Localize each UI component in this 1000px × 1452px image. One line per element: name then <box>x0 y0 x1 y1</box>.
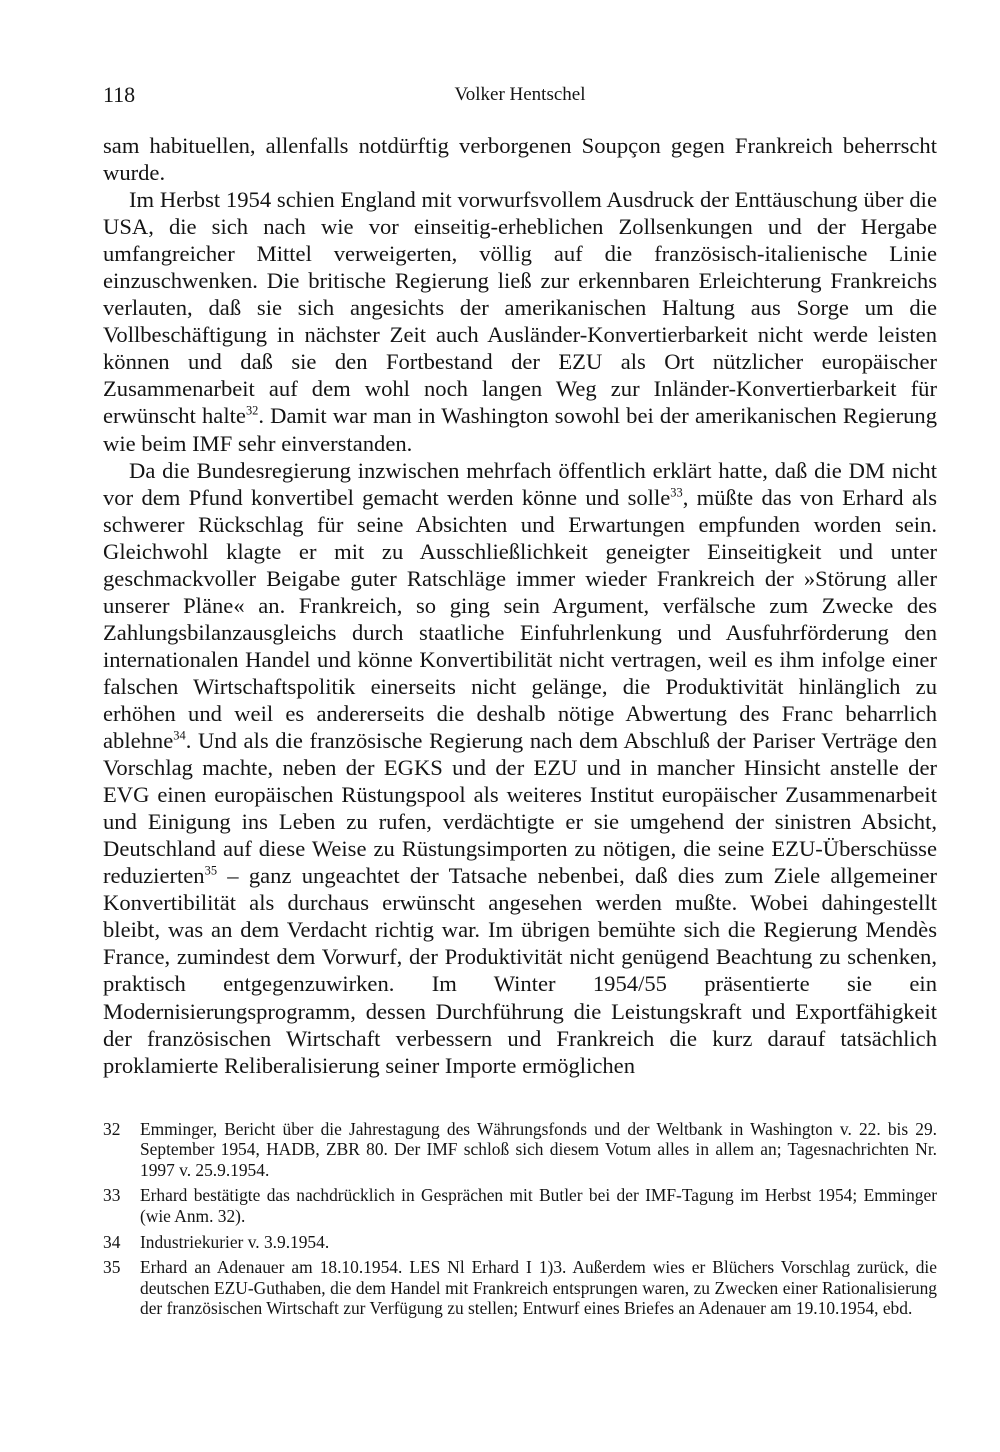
paragraph-2-text-b: . Damit war man in Washington sowohl bei der amerikanischen Regierung wie beim IMF sehr einverstanden. <box>103 403 937 456</box>
paragraph-3-text-d: – ganz ungeachtet der Tatsache nebenbei, daß dies zum Ziele allgemeiner Konvertibilität als durchaus erwünscht angesehen werden mußte. Wobei dahingestellt bleibt, was an dem Verdacht richtig war. Im übrigen bemühte sich die Regierung Mendès France, zumindest dem Vorwurf, der Produktivität nicht genügend Beachtung zu schenken, praktisch entgegenzuwirken. Im Winter 1954/55 präsentierte sie ein Modernisierungsprogramm, dessen Durchführung die Leistungskraft und Exportfähigkeit der französischen Wirtschaft verbessern und Frankreich die kurz darauf tatsächlich proklamierte Reliberalisierung seiner Importe ermöglichen <box>103 863 937 1078</box>
footnote-text: Industriekurier v. 3.9.1954. <box>140 1231 330 1252</box>
footnote-ref-32[interactable]: 32 <box>245 403 259 418</box>
paragraph-3-text-c: . Und als die französische Regierung nach dem Abschluß der Pariser Verträge den Vorschlag machte, neben der EGKS und der EZU und in mancher Hinsicht anstelle der EVG einen europäischen Rüstungspool als weiteres Institut europäischer Zusammenarbeit und Einigung ins Leben zu rufen, verdächtigte er sie umgehend der sinistren Absicht, Deutschland auf diese Weise zu Rüstungsimporten zu nötigen, die seine EZU-Überschüsse reduzierten <box>103 728 937 889</box>
page-number: 118 <box>103 82 136 107</box>
footnote-number: 33 <box>103 1185 121 1206</box>
footnote-ref-34[interactable]: 34 <box>173 728 186 743</box>
paragraph-3-text-a: Da die Bundesregierung inzwischen mehrfach öffentlich erklärt hatte, daß die DM nicht vor dem Pfund konvertibel gemacht werden könne und solle <box>103 457 937 510</box>
footnote-number: 34 <box>103 1231 121 1252</box>
footnote-ref-35[interactable]: 35 <box>204 863 218 878</box>
footnote-32 <box>103 1119 937 1181</box>
paragraph-2-text-a: Im Herbst 1954 schien England mit vorwurfsvollem Ausdruck der Enttäuschung über die USA, die sich nach wie vor einseitig-erheblichen Zollsenkungen und der Hergabe umfangreicher Mittel verweigerten, völlig auf die französisch-italienische Linie einzuschwenken. Die britische Regierung ließ zur erkennbaren Erleichterung Frankreichs verlauten, daß sie sich angesichts der amerikanischen Haltung aus Sorge um die Vollbeschäftigung in nächster Zeit auch Ausländer-Konvertierbarkeit nicht werde leisten können und daß sie den Fortbestand der EZU als Ort nützlicher europäischer Zusammenarbeit auf dem wohl noch langen Weg zur Inländer-Konvertierbarkeit für erwünscht halte <box>103 187 937 429</box>
footnote-text: Erhard an Adenauer am 18.10.1954. LES Nl Erhard I 1)3. Außerdem wies er Blüchers Vorschlag zurück, die deutschen EZU-Guthaben, die dem Handel mit Frankreich entsprungen waren, zu Zwecken einer Rationalisierung der französischen Wirtschaft zur Verfügung zu stellen; Entwurf eines Briefes an Adenauer am 19.10.1954, ebd. <box>140 1257 937 1319</box>
paragraph-1: sam habituellen, allenfalls notdürftig verborgenen Soupçon gegen Frankreich beherrscht wurde. <box>103 133 937 186</box>
footnotes <box>103 1119 937 1319</box>
footnote-ref-33[interactable]: 33 <box>670 484 683 499</box>
paragraph-3 <box>103 457 937 1079</box>
footnote-text: Erhard bestätigte das nachdrücklich in Gesprächen mit Butler bei der IMF-Tagung im Herbst 1954; Emminger (wie Anm. 32). <box>140 1185 937 1227</box>
footnote-33 <box>103 1185 937 1226</box>
footnote-number: 32 <box>103 1118 121 1139</box>
running-head: Volker Hentschel <box>454 84 586 105</box>
footnote-text: Emminger, Bericht über die Jahrestagung des Währungsfonds und der Weltbank in Washington v. 22. bis 29. September 1954, HADB, ZBR 80. Der IMF schloß sich diesem Votum alles in allem an; Tagesnachrichten Nr. 1997 v. 25.9.1954. <box>140 1118 937 1180</box>
footnote-number: 35 <box>103 1257 121 1278</box>
footnote-34 <box>103 1232 937 1253</box>
page-header <box>103 82 937 116</box>
paragraph-3-text-b: , müßte das von Erhard als schwerer Rückschlag für seine Absichten und Erwartungen empfunden worden sein. Gleichwohl klagte er mit zu Ausschließlichkeit geneigter Einseitigkeit und unter geschmackvoller Beigabe guter Ratschläge immer wieder Frankreich der »Störung aller unserer Pläne« an. Frankreich, so ging sein Argument, verfälsche zum Zwecke des Zahlungsbilanzausgleichs durch staatliche Einfuhrlenkung und Ausfuhrförderung den internationalen Handel und könne Konvertibilität nicht vertragen, weil es ihm infolge einer falschen Wirtschaftspolitik einerseits nicht gelänge, die Produktivität hinlänglich zu erhöhen und weil es andererseits die deshalb nötige Abwertung des Franc beharrlich ablehne <box>103 484 937 754</box>
paragraph-2 <box>103 186 937 456</box>
book-page <box>103 82 937 1324</box>
footnote-35 <box>103 1257 937 1319</box>
main-text <box>103 132 937 1079</box>
